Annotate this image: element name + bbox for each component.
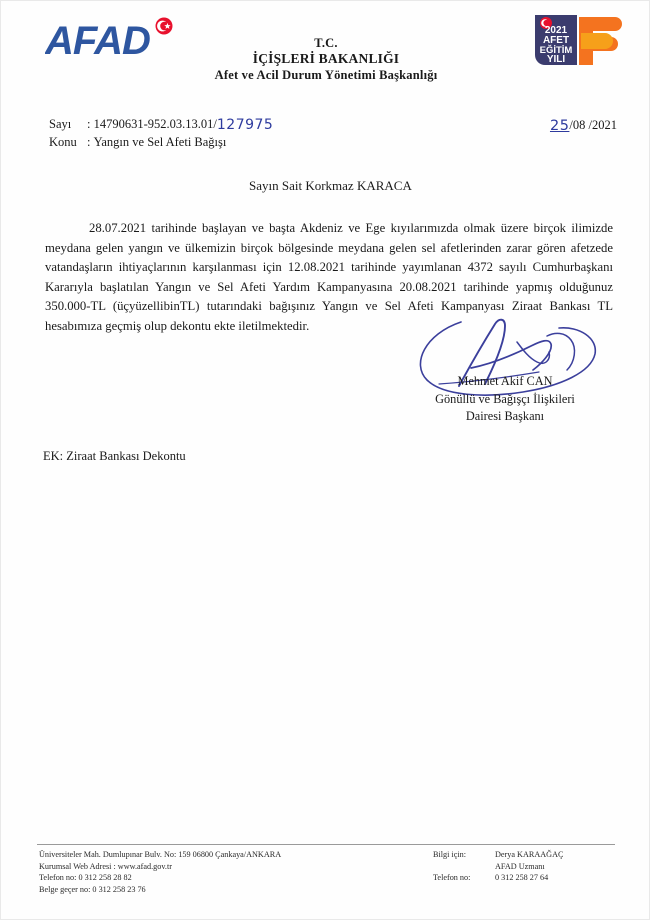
sayi-handwritten-number: 127975 <box>216 117 274 133</box>
year-logo-line4: YILI <box>546 54 566 65</box>
signatory-title-line2: Dairesi Başkanı <box>465 409 545 423</box>
svg-text:AFAD: AFAD <box>45 19 150 63</box>
footer-divider <box>37 844 615 845</box>
sayi-separator: : <box>87 117 91 131</box>
konu-separator: : <box>87 134 91 149</box>
attachment-note: EK: Ziraat Bankası Dekontu <box>43 449 186 463</box>
date-day-handwritten: 25 <box>549 118 570 134</box>
footer-contact-name-row <box>433 849 633 861</box>
letter-body-paragraph: 28.07.2021 tarihinde başlayan ve başta Akdeniz ve Ege kıyılarımızda olmak üzere birçok ilimizde meydana gelen yangın ve ülkemizin birçok bölgesinde meydana gelen sel afetlerinden zarar gören afetzede vatandaşların ihtiyaçlarının karşılanması için 12.08.2021 tarihinde yayımlanan 4372 sayılı Cumhurbaşkanı Kararıyla başlatılan Yangın ve Sel Afeti Yardım Kampanyasına 20.08.2021 tarihinde yapmış olduğunuz 350.000-TL (üçyüzellibinTL) tutarındaki bağışınız Yangın ve Sel Afeti Kampanyası Ziraat Bankası TL hesabımıza geçmiş olup dekontu ekte iletilmektedir. <box>45 221 613 333</box>
footer-contact-block <box>433 849 633 884</box>
footer-info-label: Bilgi için: <box>433 850 466 859</box>
heading-line-directorate: Afet ve Acil Durum Yönetimi Başkanlığı <box>214 68 438 82</box>
footer-contact-phone-row <box>433 872 633 884</box>
footer-phone-label: Telefon no: <box>433 873 471 883</box>
date-month-year: /08 /2021 <box>569 118 617 132</box>
reference-number-row <box>49 116 273 134</box>
konu-value: Yangın ve Sel Afeti Bağışı <box>93 134 227 149</box>
year-logo-line1: 2021 <box>544 25 568 36</box>
year-logo-line2: AFET <box>542 35 570 46</box>
footer-phone: Telefon no: 0 312 258 28 82 <box>39 873 132 883</box>
letter-reference-block <box>49 116 273 151</box>
footer-info-spacer <box>433 861 495 873</box>
salutation: Sayın Sait Korkmaz KARACA <box>249 178 412 193</box>
konu-label: Konu <box>49 134 77 149</box>
sayi-label: Sayı <box>49 117 72 131</box>
footer-address: Üniversiteler Mah. Dumlupınar Bulv. No: 159 06800 Çankaya/ANKARA <box>39 850 282 859</box>
footer-fax: Belge geçer no: 0 312 258 23 76 <box>39 884 146 894</box>
afad-logo <box>45 17 185 65</box>
footer-info-name: Derya KARAAĞAÇ <box>495 850 564 859</box>
letter-date <box>550 117 617 133</box>
footer-website: Kurumsal Web Adresi : www.afad.gov.tr <box>39 861 172 871</box>
subject-row <box>49 134 273 152</box>
footer-contact-role-row <box>433 861 633 873</box>
disaster-education-year-logo <box>531 11 623 69</box>
letter-header <box>1 1 650 101</box>
signatory-title-line1: Gönüllü ve Bağışçı İlişkileri <box>435 391 575 406</box>
footer-phone-value: 0 312 258 27 64 <box>495 873 549 883</box>
sayi-value: 14790631-952.03.13.01/ <box>93 117 217 131</box>
signatory-block <box>399 373 611 426</box>
heading-line-ministry: İÇİŞLERİ BAKANLIĞI <box>252 51 400 66</box>
footer-address-block <box>39 849 409 895</box>
signatory-name: Mehmet Akif CAN <box>457 374 553 388</box>
ministry-heading <box>176 35 476 83</box>
year-logo-line3: EĞİTİM <box>539 45 573 56</box>
footer-info-role: AFAD Uzmanı <box>495 861 545 871</box>
heading-line-tc: T.C. <box>314 36 338 50</box>
